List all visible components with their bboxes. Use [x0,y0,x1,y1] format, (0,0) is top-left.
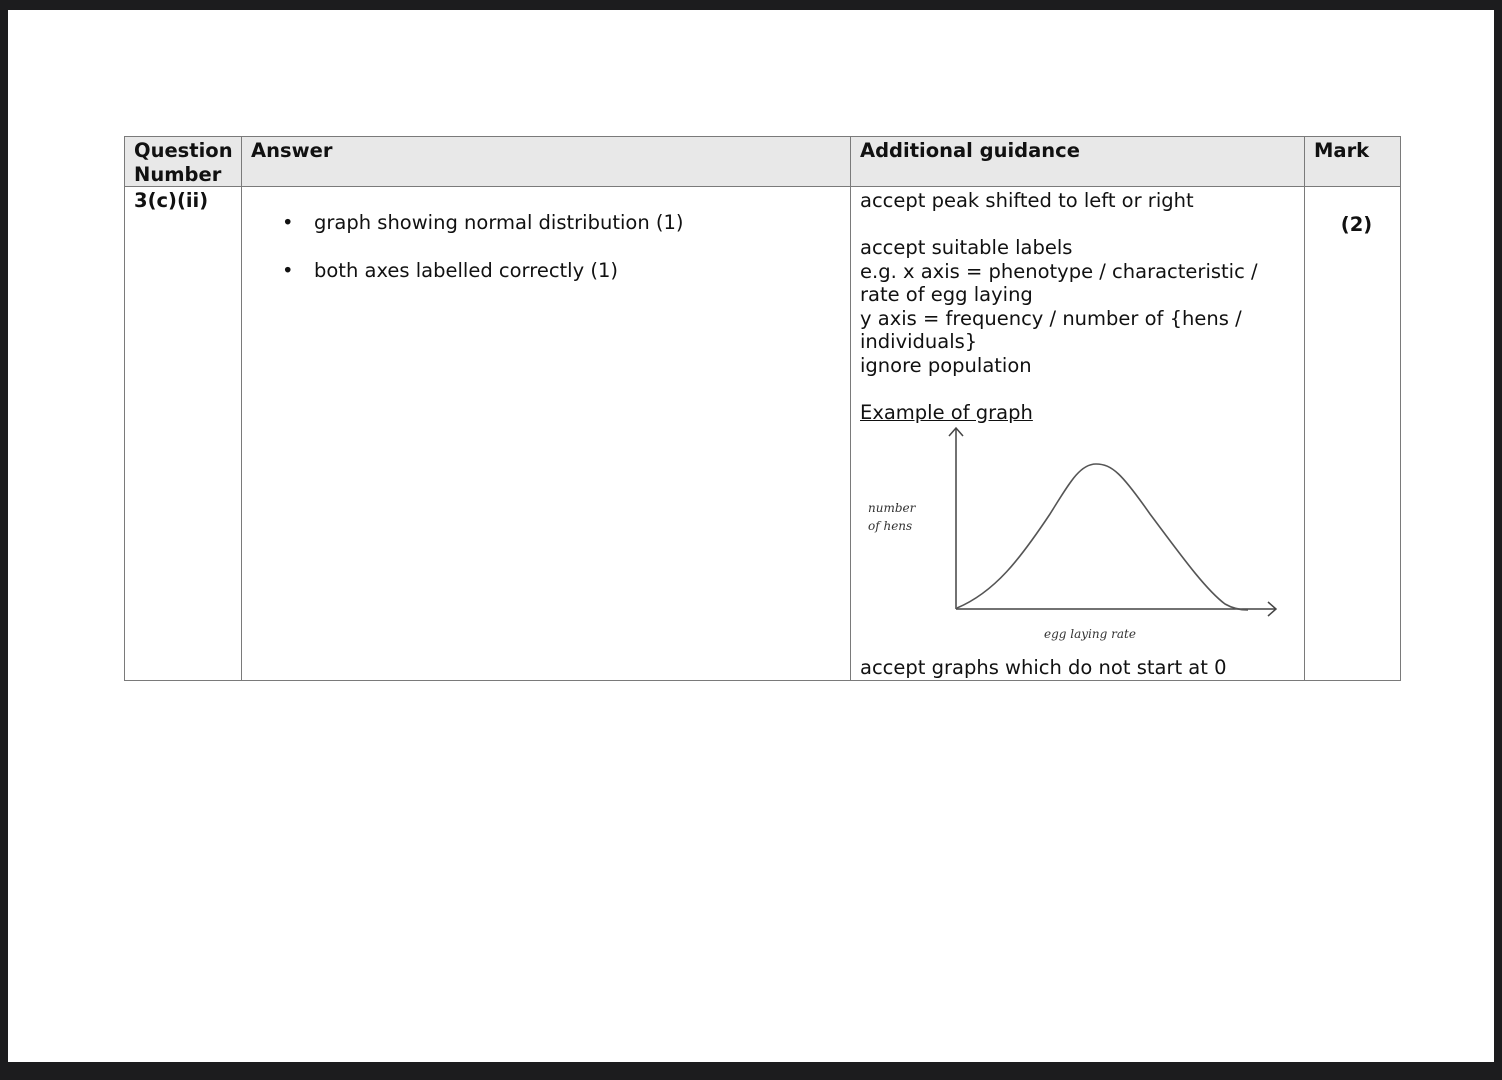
guidance-line: y axis = frequency / number of {hens / [860,306,1242,330]
bullet-icon: • [282,211,294,234]
list-item [242,259,850,283]
example-graph-title: Example of graph [860,400,1033,424]
guidance-line: accept graphs which do not start at 0 [860,656,1227,679]
guidance-line: individuals} [860,330,978,353]
x-axis-label: egg laying rate [1044,627,1136,641]
guidance-line: rate of egg laying [860,283,1033,306]
header-answer [242,137,851,187]
header-guidance [851,137,1305,187]
mark-cell [1305,187,1401,681]
header-question-number [125,137,242,187]
guidance-line: ignore population [860,353,1032,377]
mark-scheme-table [124,136,1401,681]
guidance-line: accept peak shifted to left or right [860,189,1194,212]
question-number-cell [125,187,242,681]
y-axis-label-line1: number [868,501,916,515]
table-header-row [125,137,1401,187]
header-answer-label: Answer [251,139,333,162]
header-guidance-label: Additional guidance [860,139,1080,162]
normal-distribution-curve [957,464,1248,610]
list-item [242,211,850,235]
bullet-icon: • [282,259,294,282]
guidance-cell [851,187,1305,681]
answer-list [242,211,850,283]
example-graph-svg [860,424,1300,656]
header-question-line2: Number [134,162,222,186]
example-graph [860,424,1300,656]
header-mark-label: Mark [1314,139,1370,162]
mark-scheme-page [8,10,1494,1062]
mark-value: (2) [1340,213,1373,236]
answer-text: graph showing normal distribution (1) [314,211,684,234]
header-mark [1305,137,1401,187]
answer-text: both axes labelled correctly (1) [314,259,618,282]
guidance-line: accept suitable labels [860,236,1073,259]
answer-cell [242,187,851,681]
y-axis-label-line2: of hens [868,519,913,533]
header-question-line1: Question [134,139,233,162]
question-number: 3(c)(ii) [134,189,209,212]
guidance-line: e.g. x axis = phenotype / characteristic / [860,259,1258,283]
table-row [125,187,1401,681]
